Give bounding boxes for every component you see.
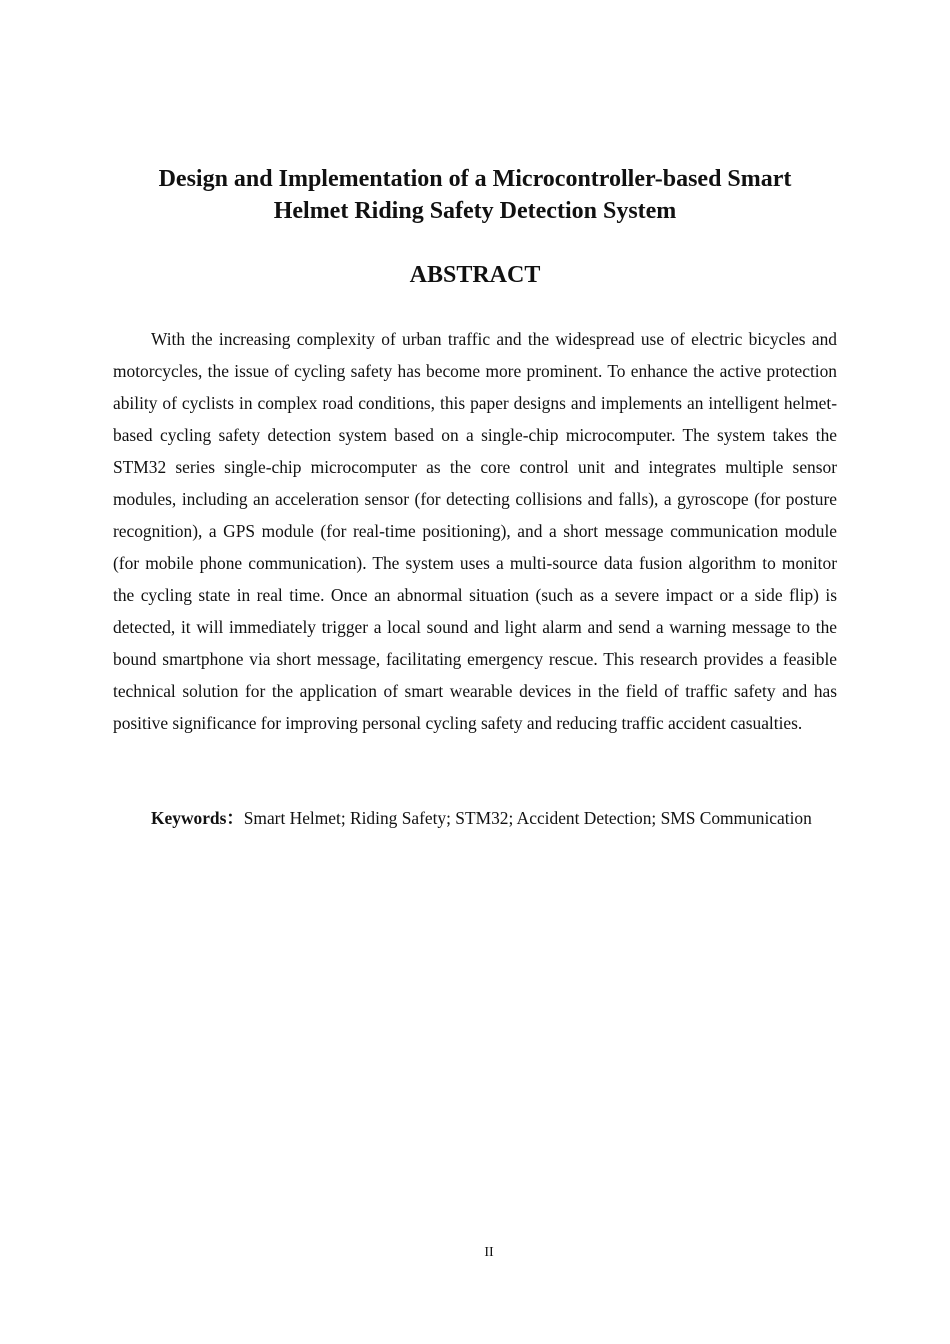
paper-title bbox=[113, 163, 837, 227]
paper-title-line-1: Design and Implementation of a Microcontroller-based Smart bbox=[158, 166, 792, 192]
paper-title-line-2: Helmet Riding Safety Detection System bbox=[273, 198, 677, 224]
keywords-label: Keywords： bbox=[151, 808, 244, 828]
abstract-heading: ABSTRACT bbox=[409, 262, 541, 288]
page-number: II bbox=[484, 1245, 494, 1260]
abstract-body: With the increasing complexity of urban traffic and the widespread use of electric bicycles and motorcycles, the issue of cycling safety has become more prominent. To enhance the active protection ability of cyclists in complex road conditions, this paper designs and implements an intelligent helmet-based cycling safety detection system based on a single-chip microcomputer. The system takes the STM32 series single-chip microcomputer as the core control unit and integrates multiple sensor modules, including an acceleration sensor (for detecting collisions and falls), a gyroscope (for posture recognition), a GPS module (for real-time positioning), and a short message communication module (for mobile phone communication). The system uses a multi-source data fusion algorithm to monitor the cycling state in real time. Once an abnormal situation (such as a severe impact or a side flip) is detected, it will immediately trigger a local sound and light alarm and send a warning message to the bound smartphone via short message, facilitating emergency rescue. This research provides a feasible technical solution for the application of smart wearable devices in the field of traffic safety and has positive significance for improving personal cycling safety and reducing traffic accident casualties. bbox=[113, 329, 837, 733]
keywords-paragraph bbox=[113, 803, 837, 834]
keywords-text: Smart Helmet; Riding Safety; STM32; Accident Detection; SMS Communication bbox=[243, 808, 812, 828]
